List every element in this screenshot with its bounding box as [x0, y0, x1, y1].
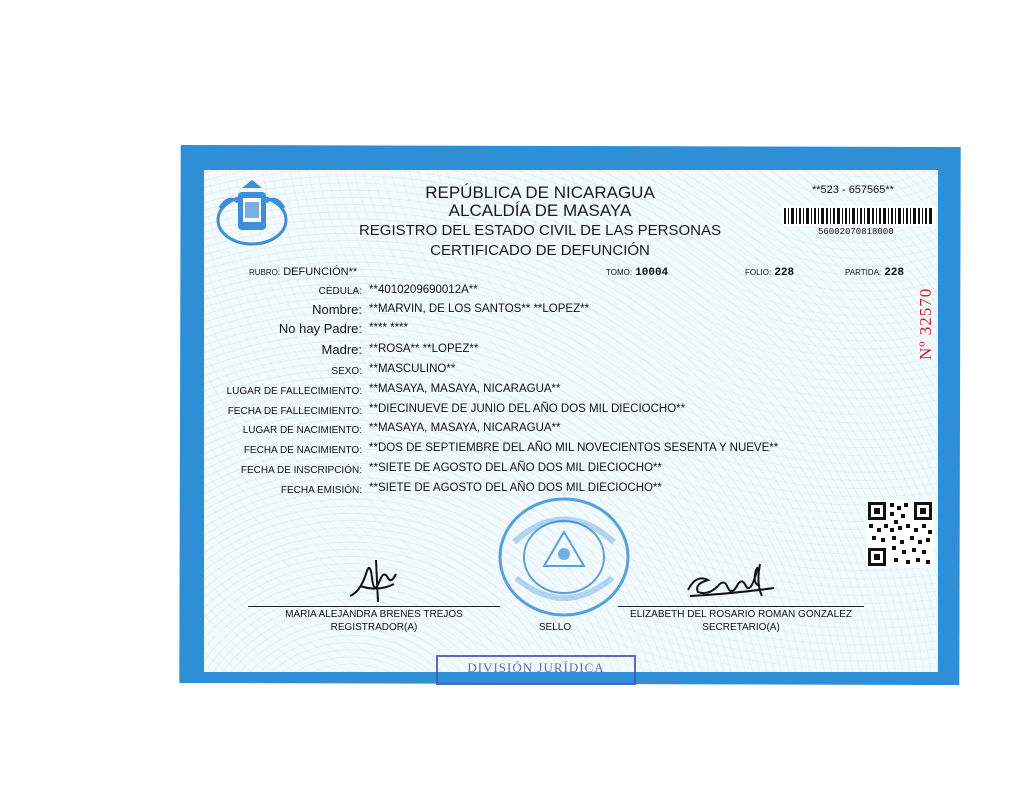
secretary-signature-line	[618, 606, 864, 607]
field-value-padre: **** ****	[369, 322, 408, 334]
field-value-madre: **ROSA** **LOPEZ**	[369, 343, 479, 355]
field-value-lugar-nacimiento: **MASAYA, MASAYA, NICARAGUA**	[369, 422, 561, 434]
barcode-number: 56002070818000	[818, 227, 894, 237]
secretary-signature-icon	[682, 556, 782, 606]
field-label-madre: Madre:	[321, 342, 362, 357]
header-country: REPÚBLICA DE NICARAGUA	[425, 183, 655, 202]
partida-label: PARTIDA:	[845, 268, 882, 277]
official-seal-icon	[494, 492, 634, 622]
barcode-icon	[782, 206, 936, 226]
registrar-signature-line	[248, 606, 500, 607]
coat-of-arms-icon	[212, 178, 292, 248]
rubro-row	[249, 266, 357, 278]
folio-row	[745, 266, 794, 279]
header-certificate-type: CERTIFICADO DE DEFUNCIÓN	[430, 242, 650, 259]
field-label-cedula: CÉDULA:	[318, 286, 362, 297]
tomo-row	[606, 266, 668, 279]
reference-number: **523 - 657565**	[812, 184, 894, 196]
tomo-label: TOMO:	[606, 268, 633, 277]
rubro-label: RUBRO:	[249, 268, 281, 277]
secretary-name: ELIZABETH DEL ROSARIO ROMAN GONZALEZ	[630, 609, 852, 620]
field-label-lugar-fallecimiento: LUGAR DE FALLECIMIENTO:	[226, 386, 362, 397]
qr-code-icon	[866, 500, 934, 568]
partida-row	[845, 266, 904, 279]
serial-number: Nº 32570	[916, 287, 935, 360]
field-label-nombre: Nombre:	[312, 302, 362, 317]
field-label-fecha-nacimiento: FECHA DE NACIMIENTO:	[243, 445, 362, 456]
partida-value: 228	[884, 267, 905, 279]
field-label-fecha-inscripcion: FECHA DE INSCRIPCIÓN:	[240, 465, 362, 476]
header-registry: REGISTRO DEL ESTADO CIVIL DE LAS PERSONAS	[358, 222, 722, 239]
field-value-fecha-nacimiento: **DOS DE SEPTIEMBRE DEL AÑO MIL NOVECIENTOS SESENTA Y NUEVE**	[369, 442, 779, 454]
field-value-fecha-inscripcion: **SIETE DE AGOSTO DEL AÑO DOS MIL DIECIOCHO**	[369, 462, 662, 474]
field-value-cedula: **4010209690012A**	[369, 284, 478, 296]
field-value-fecha-fallecimiento: **DIECINUEVE DE JUNIO DEL AÑO DOS MIL DIECIOCHO**	[369, 403, 686, 415]
field-value-nombre: **MARVIN, DE LOS SANTOS** **LOPEZ**	[369, 303, 590, 315]
field-label-fecha-fallecimiento: FECHA DE FALLECIMIENTO:	[227, 406, 362, 417]
field-label-padre: No hay Padre:	[278, 321, 362, 336]
registrar-signature-icon	[346, 556, 406, 606]
folio-value: 228	[774, 267, 795, 279]
field-value-lugar-fallecimiento: **MASAYA, MASAYA, NICARAGUA**	[369, 383, 561, 395]
field-label-sexo: SEXO:	[331, 366, 362, 377]
field-value-fecha-emision: **SIETE DE AGOSTO DEL AÑO DOS MIL DIECIOCHO**	[369, 482, 662, 494]
header-municipality: ALCALDÍA DE MASAYA	[448, 201, 632, 220]
field-label-lugar-nacimiento: LUGAR DE NACIMIENTO:	[242, 425, 362, 436]
division-stamp: DIVISIÓN JURÍDICA	[436, 655, 636, 685]
registrar-name: MARIA ALEJANDRA BRENES TREJOS	[285, 609, 463, 620]
field-value-sexo: **MASCULINO**	[369, 363, 456, 375]
registrar-role: REGISTRADOR(A)	[330, 622, 418, 633]
folio-label: FOLIO:	[745, 268, 772, 277]
tomo-value: 10004	[635, 267, 669, 279]
field-label-fecha-emision: FECHA EMISIÓN:	[280, 485, 362, 496]
secretary-role: SECRETARIO(A)	[702, 622, 780, 633]
rubro-value: DEFUNCIÓN**	[283, 266, 358, 278]
seal-label: SELLO	[538, 622, 572, 633]
